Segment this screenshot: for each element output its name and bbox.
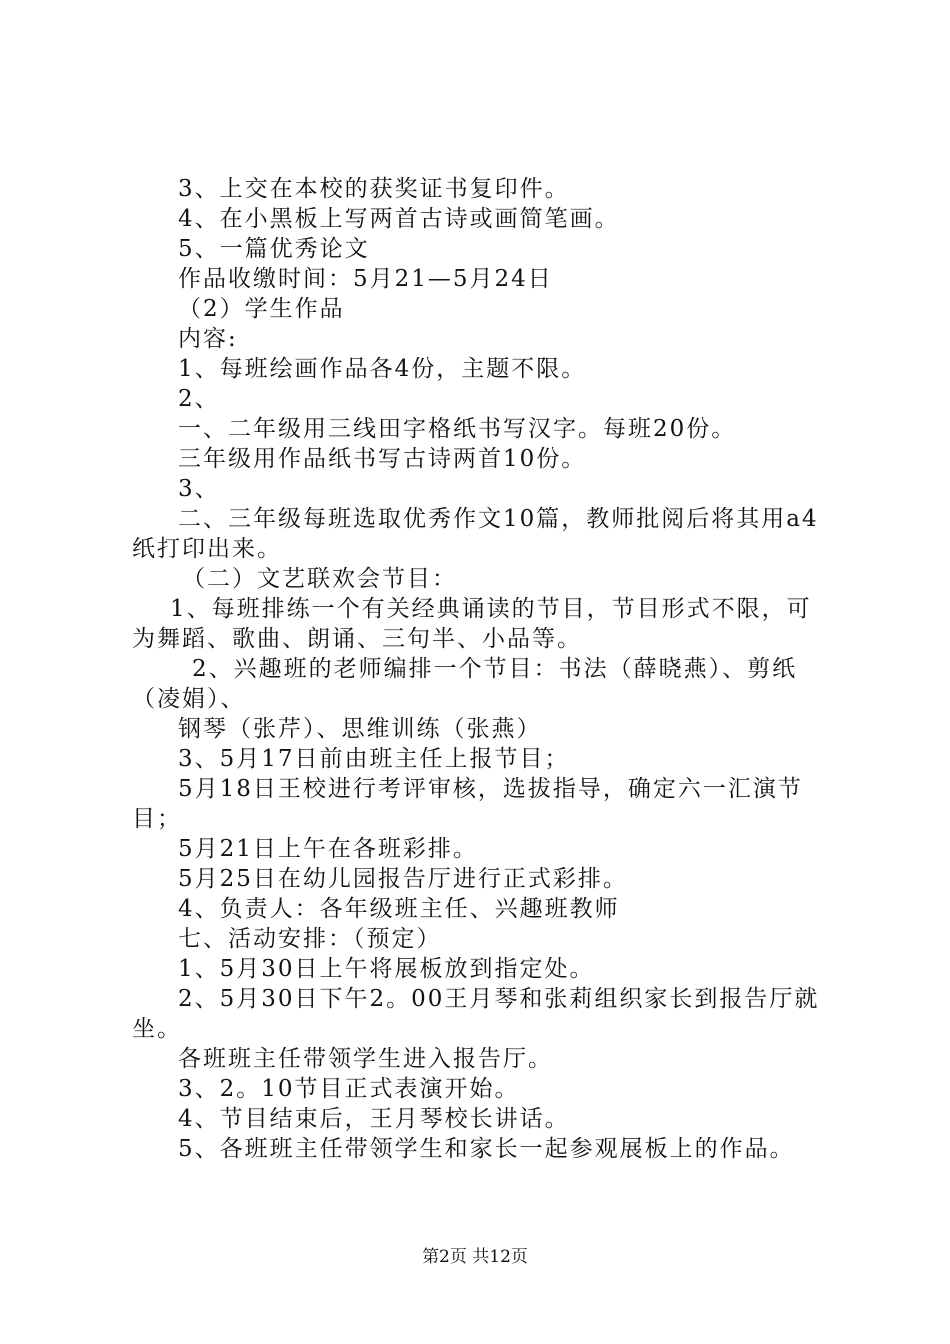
- text-line: （二）文艺联欢会节目：: [182, 566, 457, 592]
- text-line: 1、每班排练一个有关经典诵读的节目，节目形式不限，可: [170, 596, 812, 622]
- text-line: 4、节目结束后，王月琴校长讲话。: [178, 1106, 570, 1132]
- text-line: （2）学生作品: [178, 296, 345, 322]
- text-line: 5月25日在幼儿园报告厅进行正式彩排。: [178, 866, 628, 892]
- page-number-footer: 第2页 共12页: [422, 1247, 528, 1267]
- text-line: 坐。: [132, 1016, 182, 1042]
- text-line: 二、三年级每班选取优秀作文10篇，教师批阅后将其用a4: [178, 506, 819, 532]
- text-line: 2、兴趣班的老师编排一个节目：书法（薛晓燕）、剪纸: [192, 656, 798, 682]
- document-body: [132, 174, 832, 1164]
- text-line: 一、二年级用三线田字格纸书写汉字。每班20份。: [178, 416, 737, 442]
- text-line: 2、5月30日下午2。00王月琴和张莉组织家长到报告厅就: [178, 986, 820, 1012]
- text-line: 七、活动安排：（预定）: [178, 926, 442, 952]
- text-line: 4、在小黑板上写两首古诗或画简笔画。: [178, 206, 620, 232]
- text-line: 5月18日王校进行考评审核，选拔指导，确定六一汇演节: [178, 776, 803, 802]
- text-line: 纸打印出来。: [132, 536, 282, 562]
- text-line: 5、一篇优秀论文: [178, 236, 370, 262]
- text-line: 3、2。10节目正式表演开始。: [178, 1076, 520, 1102]
- text-line: 1、每班绘画作品各4份，主题不限。: [178, 356, 587, 382]
- text-line: 目；: [132, 806, 182, 832]
- text-line: 3、5月17日前由班主任上报节目；: [178, 746, 570, 772]
- text-line: 钢琴（张芹）、思维训练（张燕）: [178, 716, 542, 742]
- text-line: （凌娟）、: [132, 686, 246, 712]
- text-line: 作品收缴时间：5月21—5月24日: [178, 266, 553, 292]
- text-line: 5月21日上午在各班彩排。: [178, 836, 478, 862]
- text-line: 内容:: [178, 326, 238, 352]
- text-line: 为舞蹈、歌曲、朗诵、三句半、小品等。: [132, 626, 582, 652]
- text-line: 各班班主任带领学生进入报告厅。: [178, 1046, 553, 1072]
- text-line: 3、: [178, 476, 220, 502]
- text-line: 4、负责人：各年级班主任、兴趣班教师: [178, 896, 620, 922]
- text-line: 3、上交在本校的获奖证书复印件。: [178, 176, 570, 202]
- text-line: 5、各班班主任带领学生和家长一起参观展板上的作品。: [178, 1136, 795, 1162]
- text-line: 2、: [178, 386, 220, 412]
- text-line: 1、5月30日上午将展板放到指定处。: [178, 956, 595, 982]
- text-line: 三年级用作品纸书写古诗两首10份。: [178, 446, 587, 472]
